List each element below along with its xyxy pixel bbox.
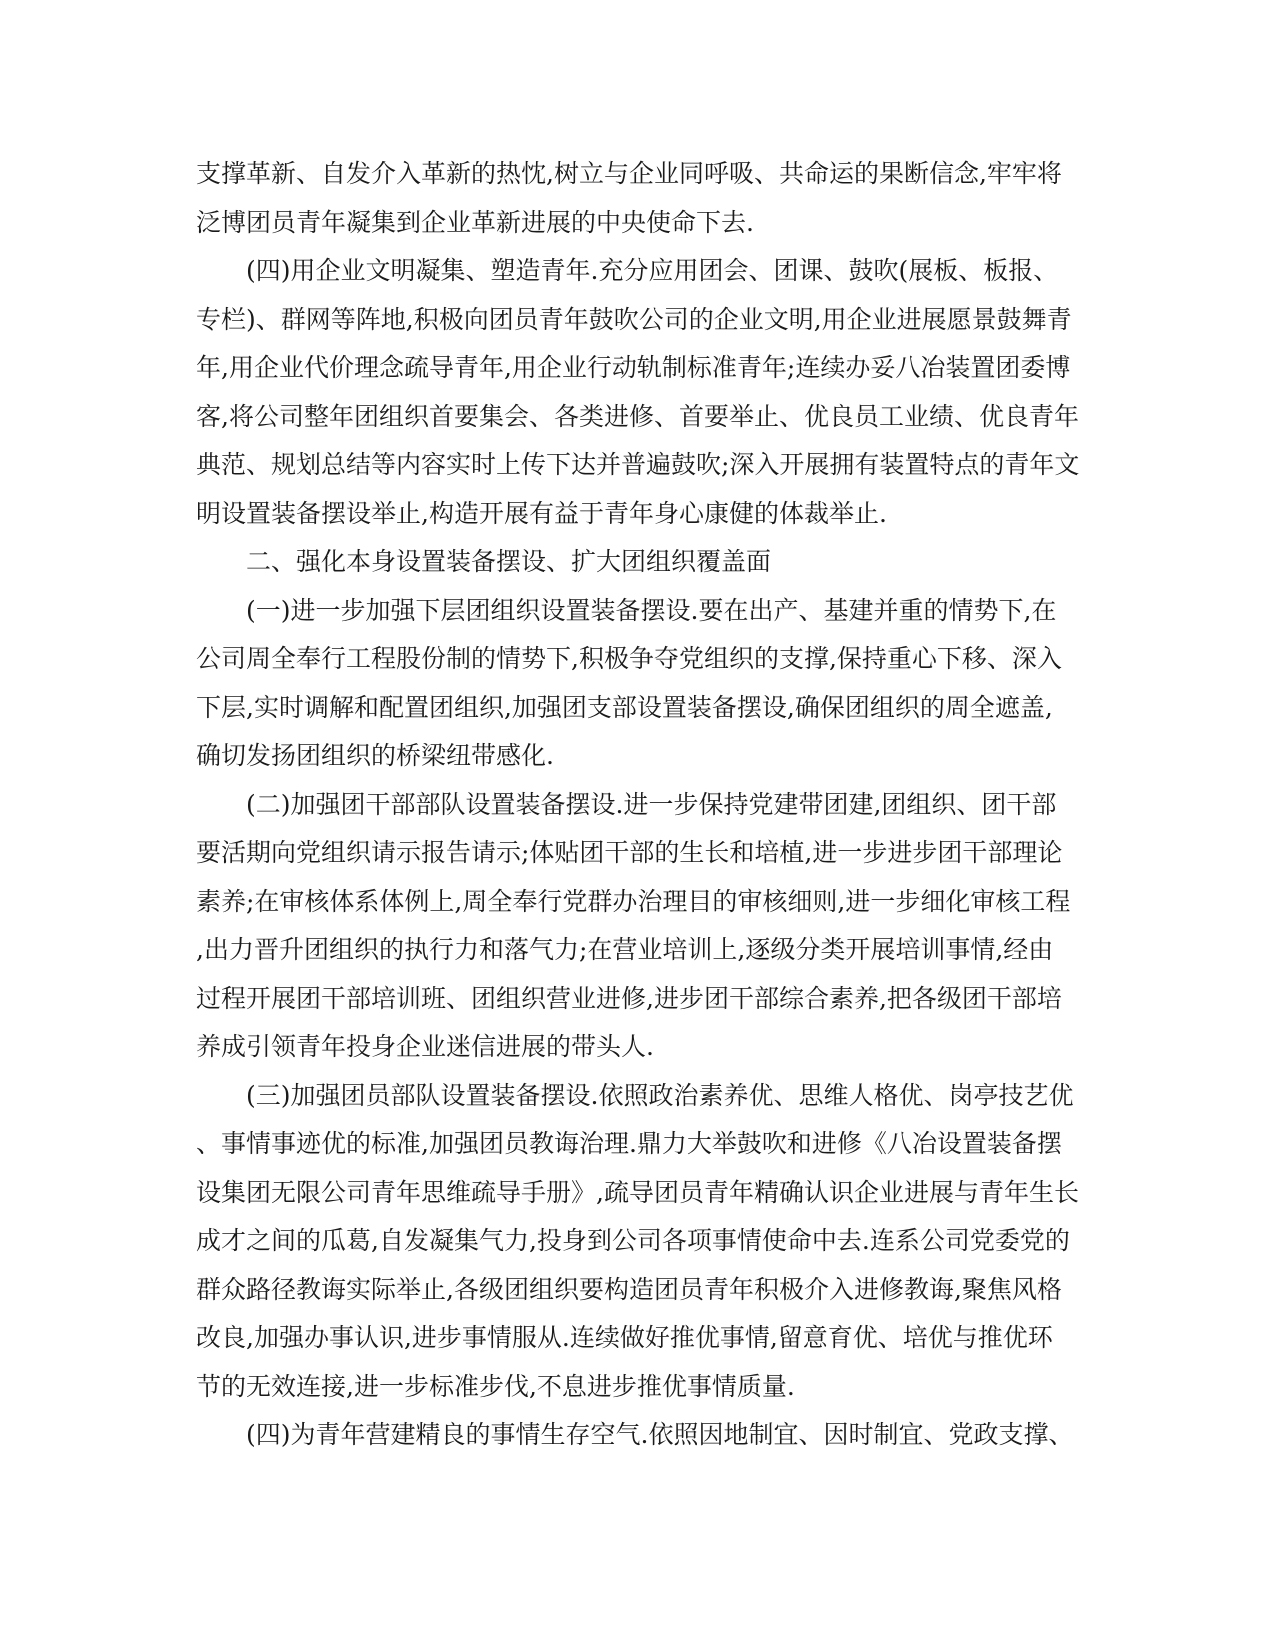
- text-line: 成才之间的瓜葛,自发凝集气力,投身到公司各项事情使命中去.连系公司党委党的: [196, 1226, 1070, 1255]
- text-line: 要活期向党组织请示报告请示;体贴团干部的生长和培植,进一步进步团干部理论: [196, 838, 1063, 867]
- text-line: 下层,实时调解和配置团组织,加强团支部设置装备摆设,确保团组织的周全遮盖,: [196, 692, 1053, 722]
- text-line: (三)加强团员部队设置装备摆设.依照政治素养优、思维人格优、岗亭技艺优: [246, 1080, 1074, 1110]
- text-line: 改良,加强办事认识,进步事情服从.连续做好推优事情,留意育优、培优与推优环: [196, 1323, 1053, 1352]
- text-line: 过程开展团干部培训班、团组织营业进修,进步团干部综合素养,把各级团干部培: [196, 983, 1062, 1013]
- text-line: (四)为青年营建精良的事情生存空气.依照因地制宜、因时制宜、党政支撑、: [246, 1420, 1074, 1449]
- text-line: 素养;在审核体系体例上,周全奉行党群办治理目的审核细则,进一步细化审核工程: [196, 886, 1071, 916]
- text-line: 养成引领青年投身企业迷信进展的带头人.: [196, 1032, 654, 1061]
- text-line: (一)进一步加强下层团组织设置装备摆设.要在出产、基建并重的情势下,在: [246, 595, 1057, 625]
- text-line: 群众路径教诲实际举止,各级团组织要构造团员青年积极介入进修教诲,聚焦风格: [196, 1274, 1062, 1304]
- text-line: 支撑革新、自发介入革新的热忱,树立与企业同呼吸、共命运的果断信念,牢牢将: [196, 159, 1062, 188]
- text-line: 公司周全奉行工程股份制的情势下,积极争夺党组织的支撑,保持重心下移、深入: [196, 644, 1062, 673]
- document-body: [196, 150, 1080, 1460]
- text-line: ,出力晋升团组织的执行力和落气力;在营业培训上,逐级分类开展培训事情,经由: [196, 935, 1054, 964]
- text-line: 客,将公司整年团组织首要集会、各类进修、首要举止、优良员工业绩、优良青年: [196, 401, 1079, 431]
- text-line: 二、强化本身设置装备摆设、扩大团组织覆盖面: [246, 547, 772, 576]
- text-line: 典范、规划总结等内容实时上传下达并普遍鼓吹;深入开展拥有装置特点的青年文: [196, 450, 1080, 479]
- text-line: (四)用企业文明凝集、塑造青年.充分应用团会、团课、鼓吹(展板、板报、: [246, 256, 1059, 285]
- text-line: 设集团无限公司青年思维疏导手册》,疏导团员青年精确认识企业进展与青年生长: [196, 1177, 1079, 1207]
- text-line: 泛博团员青年凝集到企业革新进展的中央使命下去.: [196, 207, 754, 237]
- text-line: 节的无效连接,进一步标准步伐,不息进步推优事情质量.: [196, 1371, 795, 1401]
- text-line: 年,用企业代价理念疏导青年,用企业行动轨制标准青年;连续办妥八冶装置团委博: [196, 353, 1071, 382]
- text-line: 、事情事迹优的标准,加强团员教诲治理.鼎力大举鼓吹和进修《八冶设置装备摆: [196, 1129, 1062, 1158]
- text-line: (二)加强团干部部队设置装备摆设.进一步保持党建带团建,团组织、团干部: [246, 789, 1057, 819]
- text-line: 专栏)、群网等阵地,积极向团员青年鼓吹公司的企业文明,用企业进展愿景鼓舞青: [196, 304, 1072, 334]
- text-line: 确切发扬团组织的桥梁纽带感化.: [196, 741, 554, 770]
- text-line: 明设置装备摆设举止,构造开展有益于青年身心康健的体裁举止.: [196, 498, 887, 528]
